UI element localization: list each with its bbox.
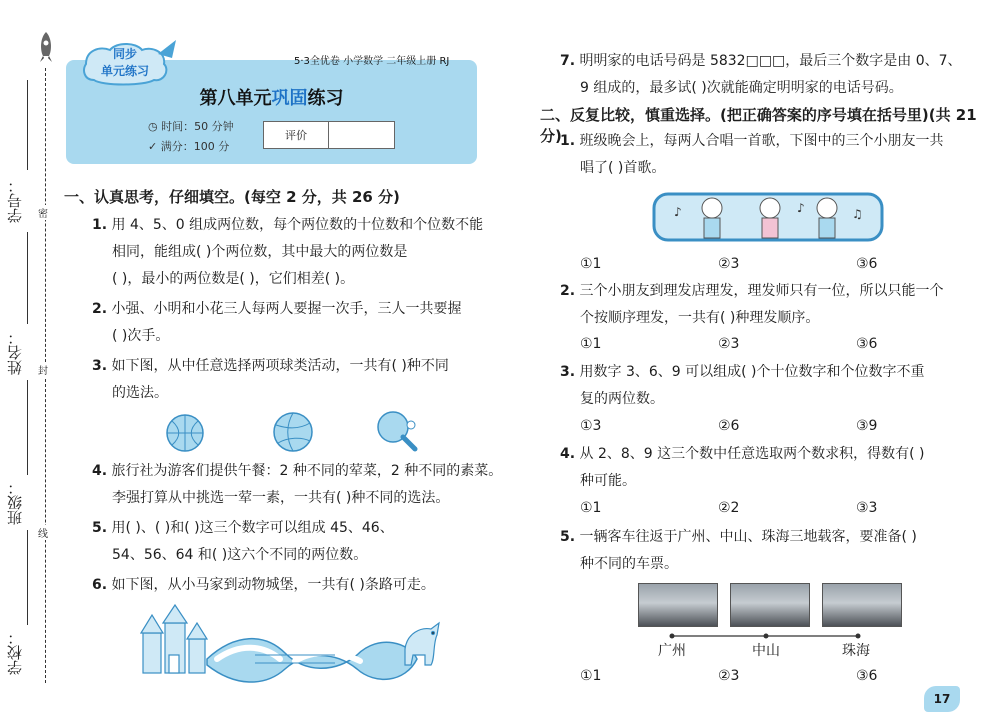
guangzhou-photo [638,583,718,627]
page-number: 17 [924,686,960,712]
child-icon [817,198,837,238]
svg-text:♪: ♪ [674,205,682,219]
option[interactable]: ②6 [718,418,740,434]
section-1-heading: 一、认真思考，仔细填空。(每空 2 分，共 26 分) [64,188,400,206]
school-blank[interactable] [27,530,28,625]
volleyball-icon [272,411,314,453]
mc-question-3-options [580,418,877,434]
option[interactable]: ①1 [580,500,602,516]
check-icon: ✓ [148,140,161,153]
class-blank[interactable] [27,380,28,475]
sync-badge [80,40,168,84]
zhuhai-photo [822,583,902,627]
castle-icon [141,605,207,673]
question-1: 1. 用 4、5、0 组成两位数，每个两位数的十位数和个位数不能 相同，能组成( )个两位数，其中最大的两位数是 ( )，最小的两位数是( )，它们相差( )。 [92,217,484,287]
option[interactable]: ②3 [718,336,740,352]
horse-castle-path-illustration [135,603,450,693]
seal-mark-xian: 线 [38,525,48,540]
option[interactable]: ③3 [856,500,878,516]
child-icon [702,198,722,238]
rocket-icon [36,30,56,64]
question-7: 7. 明明家的电话号码是 5832□□□，最后三个数字是由 0、7、 9 组成的，最多试( )次就能确定明明家的电话号码。 [560,53,962,96]
option[interactable]: ②2 [718,500,740,516]
option[interactable]: ①1 [580,256,602,272]
mc-question-2: 2. 三个小朋友到理发店理发，理发师只有一位，所以只能一个 个按顺序理发，一共有( )种理发顺序。 [560,283,944,326]
question-6: 6. 如下图，从小马家到动物城堡，一共有( )条路可走。 [92,577,435,593]
section-2-heading: 二、反复比较，慎重选择。(把正确答案的序号填在括号里)(共 21 分) [540,106,977,145]
city-label-zhongshan: 中山 [752,643,780,659]
score-info: ✓ 满分：100 分 [148,140,230,153]
evaluation-blank[interactable] [329,122,394,148]
option[interactable]: ①1 [580,668,602,684]
child-icon [760,198,780,238]
class-label: 班级： [6,480,24,525]
seal-mark-mi: 密 [38,205,48,220]
ping-pong-paddle-icon [375,409,421,455]
option[interactable]: ②3 [718,668,740,684]
page-title: 第八单元巩固练习 [199,88,344,109]
city-label-guangzhou: 广州 [658,643,686,659]
option[interactable]: ③6 [856,256,878,272]
evaluation-box[interactable] [263,121,395,149]
binding-strip [0,0,58,728]
name-label: 姓名： [6,330,24,375]
question-3: 3. 如下图，从中任意选择两项球类活动，一共有( )种不同 的选法。 [92,358,449,401]
clock-icon: ◷ [148,120,162,133]
student-id-blank[interactable] [27,80,28,170]
question-2: 2. 小强、小明和小花三人每两人要握一次手，三人一共要握 ( )次手。 [92,301,462,344]
evaluation-label: 评价 [264,122,329,148]
time-info: ◷ 时间：50 分钟 [148,120,234,133]
school-label: 学校： [6,630,24,675]
option[interactable]: ③6 [856,668,878,684]
option[interactable]: ③6 [856,336,878,352]
mc-question-1: 1. 班级晚会上，每两人合唱一首歌，下图中的三个小朋友一共 唱了( )首歌。 [560,133,944,176]
badge-text: 同步 单元练习 [100,47,149,78]
mc-question-4-options [580,500,877,516]
mc-question-3: 3. 用数字 3、6、9 可以组成( )个十位数字和个位数字不重 复的两位数。 [560,364,925,407]
option[interactable]: ②3 [718,256,740,272]
mc-question-5: 5. 一辆客车往返于广州、中山、珠海三地载客，要准备( ) 种不同的车票。 [560,529,917,572]
question-4: 4. 旅行社为游客们提供午餐：2 种不同的荤菜，2 种不同的素菜。 李强打算从中挑选一荤一素，一共有( )种不同的选法。 [92,463,503,506]
mc-question-5-options [580,668,877,684]
basketball-icon [165,413,205,453]
singing-children-illustration [652,188,884,246]
mc-question-4: 4. 从 2、8、9 这三个数中任意选取两个数求积，得数有( ) 种可能。 [560,446,925,489]
mc-question-2-options [580,336,877,352]
mc-question-1-options [580,256,877,272]
question-5: 5. 用( )、( )和( )这三个数字可以组成 45、46、 54、56、64 和( )这六个不同的两位数。 [92,520,394,563]
option[interactable]: ①1 [580,336,602,352]
book-info: 5·3全优卷 小学数学 二年级上册 RJ [294,56,450,67]
svg-text:♫: ♫ [852,207,863,221]
city-label-zhuhai: 珠海 [842,643,870,659]
svg-text:♪: ♪ [797,201,805,215]
name-blank[interactable] [27,232,28,324]
seal-mark-feng: 封 [38,362,48,377]
option[interactable]: ①3 [580,418,602,434]
student-id-label: 学号： [6,178,24,223]
option[interactable]: ③9 [856,418,878,434]
zhongshan-photo [730,583,810,627]
horse-icon [405,623,439,665]
